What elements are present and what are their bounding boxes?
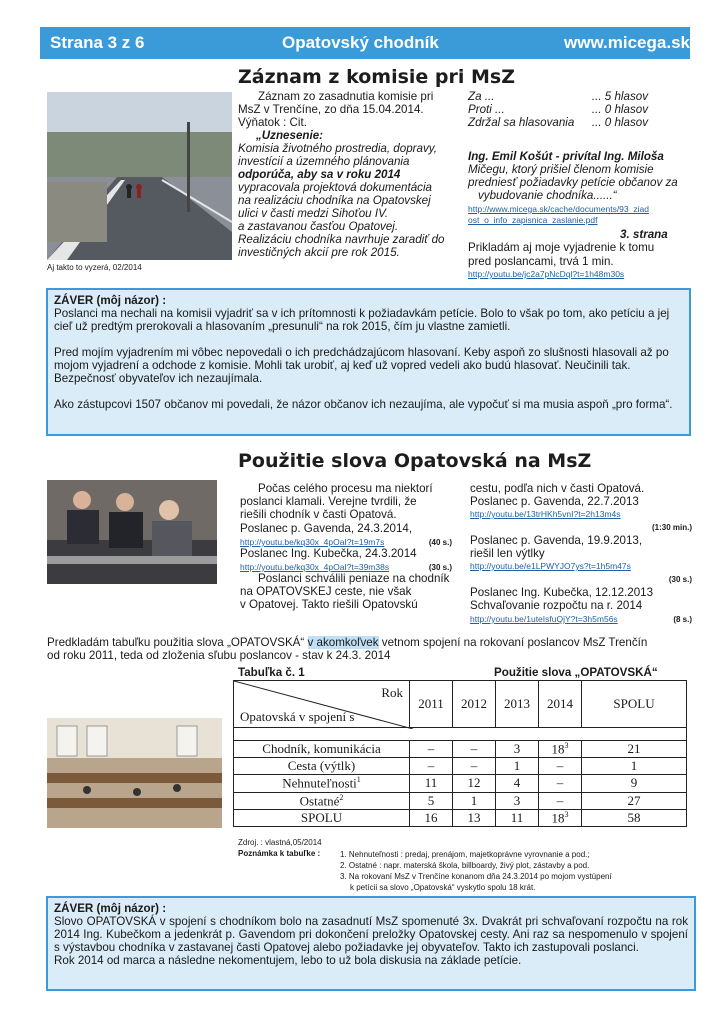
page-reference: 3. strana [620, 228, 668, 241]
attachment-line: pred poslancami, trvá 1 min. [468, 255, 614, 268]
body-line: riešili chodník v časti Opatová. [240, 508, 397, 521]
photo-caption: Aj takto to vyzerá, 02/2014 [47, 263, 142, 272]
intro-text: Predkladám tabuľku použitia slova „OPATOVSKÁ“ [47, 636, 305, 649]
video-duration: (30 s.) [428, 563, 452, 572]
resolution-label: „Uznesenie: [256, 129, 324, 142]
cell: 1 [453, 792, 496, 809]
table-title: Použitie slova „OPATOVSKÁ“ [494, 666, 658, 679]
cell: 4 [496, 775, 539, 792]
resolution-line: ulici v časti medzi Sihoťou IV. [238, 207, 389, 220]
resolution-line: investičných akcií pre rok 2015. [238, 246, 400, 259]
conclusion-title: ZÁVER (môj názor) : [54, 294, 167, 307]
header-rok: Rok [381, 685, 403, 700]
video-ref [240, 535, 462, 547]
video-link[interactable]: http://youtu.be/kq30x_4pOaI?t=19m7s [240, 537, 385, 547]
note-line: Ing. Emil Košút - privítal Ing. Miloša [468, 150, 664, 163]
row-label: Nehnuteľnosti$^1$ [234, 775, 410, 792]
cell: 58 [582, 809, 687, 826]
zapisnica-link[interactable]: http://www.micega.sk/cache/documents/93_ziad [468, 204, 649, 214]
speaker-line: Poslanec p. Gavenda, 22.7.2013 [470, 495, 639, 508]
speaker-line: Poslanec Ing. Kubečka, 12.12.2013 [470, 586, 654, 599]
speaker-line: Poslanec Ing. Kubečka, 24.3.2014 [240, 547, 417, 560]
speaker-line: Poslanec p. Gavenda, 24.3.2014, [240, 522, 413, 535]
table-row [234, 792, 687, 809]
video-link[interactable]: http://youtu.be/e1LPWYJO7ys?t=1h5m47s [470, 561, 631, 571]
resolution-line: Komisia životného prostredia, dopravy, [238, 142, 437, 155]
video-duration: (30 s.) [668, 575, 692, 584]
speaker-line: Schvaľovanie rozpočtu na r. 2014 [470, 599, 643, 612]
cell: 11 [496, 809, 539, 826]
table-label: Tabuľka č. 1 [238, 666, 305, 679]
council-photo-image [47, 480, 217, 584]
road-photo [47, 92, 232, 260]
resolution-line: na realizáciu chodníka na Opatovskej [238, 194, 431, 207]
intro-line: Záznam zo zasadnutia komisie pri [258, 90, 434, 103]
table-header-row [234, 681, 687, 728]
cell: 1 [496, 758, 539, 775]
cell: 27 [582, 792, 687, 809]
cell: 3 [496, 792, 539, 809]
table-notes [340, 849, 612, 893]
body-line: Počas celého procesu ma niektorí [258, 482, 433, 495]
table-notes-label: Poznámka k tabuľke : [238, 849, 321, 858]
intro-text: vetnom spojení na rokovaní poslancov MsZ Trenčín [381, 636, 648, 649]
youtube-link[interactable]: http://youtu.be/jc2a7pNcDql?t=1h48m30s [468, 269, 625, 279]
resolution-line: investícií a územného plánovania [238, 155, 410, 168]
cell: 5 [410, 792, 453, 809]
conclusion-title: ZÁVER (môj názor) : [54, 902, 167, 915]
cell: – [410, 758, 453, 775]
conclusion-paragraph: Poslanci ma nechali na komisii vyjadriť sa v ich prítomnosti k požiadavkám petície. Bolo to však po tom, ako petíciu a jej cieľ už predtým prerokovali a hlasovaním „presunuli“ na rok 2015, čím ju vlastne zamietli. [54, 307, 670, 333]
year-2011: 2011 [410, 681, 453, 728]
council-photo [47, 480, 217, 584]
table-total-row [234, 809, 687, 826]
note-line: predniesť požiadavky petície občanov za [468, 176, 678, 189]
vote-results [468, 90, 648, 129]
cell: 12 [453, 775, 496, 792]
resolution-text [238, 142, 460, 259]
highlighted-text: v akomkoľvek [307, 636, 379, 649]
cell: 9 [582, 775, 687, 792]
conclusion-paragraph: Ako zástupcovi 1507 občanov mi povedali, že názor občanov ich nezaujíma, ale vypočuť si ma musia aspoň „pro forma“. [54, 398, 673, 411]
intro-line: MsZ v Trenčíne, zo dňa 15.04.2014. [238, 103, 424, 116]
video-ref [470, 612, 692, 624]
speaker-line: Poslanec p. Gavenda, 19.9.2013, [470, 534, 643, 547]
video-duration: (1:30 min.) [651, 523, 692, 532]
row-label: SPOLU [234, 809, 410, 826]
table-corner-cell [234, 681, 410, 728]
resolution-line: vypracovala projektová dokumentácia [238, 181, 432, 194]
table-note: 2. Ostatné : napr. materská škola, billboardy, živý plot, zástavby a pod. [340, 861, 590, 870]
commission-note [468, 150, 693, 202]
cell: – [410, 741, 453, 758]
table-intro [47, 636, 697, 662]
cell: 16 [410, 809, 453, 826]
video-link[interactable]: http://youtu.be/kq30x_4pOaI?t=39m38s [240, 562, 390, 572]
body-line: poslanci klamali. Verejne tvrdili, že [240, 495, 417, 508]
conclusion-box-1 [46, 288, 691, 436]
cell: 3 [496, 741, 539, 758]
video-link[interactable]: http://youtu.be/13trHKh5vnI?t=2h13m4s [470, 509, 621, 519]
row-label: Ostatné$^2$ [234, 792, 410, 809]
page-number: Strana 3 z 6 [50, 33, 145, 52]
body-line: na OPATOVSKEJ ceste, nie však [240, 585, 412, 598]
cell: 1 [582, 758, 687, 775]
road-photo-image [47, 92, 232, 260]
note-line: vybudovanie chodníka......“ [478, 189, 617, 202]
table-note: 1. Nehnuteľnosti : predaj, prenájom, majetkoprávne vyrovnanie a pod.; [340, 850, 590, 859]
year-2012: 2012 [453, 681, 496, 728]
usage-table-grid [233, 680, 687, 827]
conclusion-paragraph: Rok 2014 od marca a následne nekomentujem, lebo to už bola diskusia na základe petície. [54, 954, 522, 967]
cell: – [539, 775, 582, 792]
section-heading-usage: Použitie slova Opatovská na MsZ [238, 450, 592, 472]
council-hall-photo [47, 718, 222, 828]
conclusion-paragraph: Pred mojím vyjadrením mi vôbec nepovedali o ich predchádzajúcom hlasovaní. Keby aspoň zo slušnosti hlasovali až po mojom vyjadrení a odchode z komisie. Mohli tak urobiť, aj keď už vopred vedeli ako budú hlasovať. Neučinili tak. Bezpečnosť obyvateľov ich nezaujímala. [54, 346, 669, 385]
cell: – [453, 741, 496, 758]
video-ref [240, 560, 462, 572]
year-2014: 2014 [539, 681, 582, 728]
section-heading-commission: Záznam z komisie pri MsZ [238, 66, 515, 88]
usage-table [233, 680, 687, 827]
cell: 21 [582, 741, 687, 758]
table-note: 3. Na rokovaní MsZ v Trenčíne konanom dňa 24.3.2014 po mojom vystúpení [340, 872, 612, 881]
intro-line: Výňatok : Cit. [238, 116, 307, 129]
conclusion-box-2 [46, 896, 696, 991]
usage-left-column [240, 482, 462, 611]
video-link[interactable]: http://youtu.be/1uteIsfuQjY?t=3h5m56s [470, 614, 618, 624]
table-row [234, 758, 687, 775]
resolution-line: a zastavanou časťou Opatovej. [238, 220, 399, 233]
cell: – [539, 792, 582, 809]
cell: 13 [453, 809, 496, 826]
resolution-line: odporúča, aby sa v roku 2014 [238, 168, 401, 181]
year-2013: 2013 [496, 681, 539, 728]
attachment-line: Prikladám aj moje vyjadrenie k tomu [468, 241, 655, 254]
speaker-line: riešil len výtlky [470, 547, 545, 560]
table-note: k petícii sa slovo „Opatovská“ vyskytlo spolu 18 krát. [350, 883, 536, 892]
cell: – [539, 758, 582, 775]
cell: $18^3$ [539, 741, 582, 758]
body-line: Poslanci schválili peniaze na chodník [258, 572, 450, 585]
video-duration: (8 s.) [673, 615, 692, 624]
zapisnica-link-cont[interactable]: ost_o_info_zapisnica_zaslanie.pdf [468, 215, 598, 225]
cell: – [453, 758, 496, 775]
row-label: Cesta (výtlk) [234, 758, 410, 775]
total-header: SPOLU [582, 681, 687, 728]
vote-row: Zdržal sa hlasovania ... 0 hlasov [468, 116, 648, 129]
body-line: v Opatovej. Takto riešili Opatovskú [240, 598, 418, 611]
page-header [40, 27, 690, 59]
body-line: cestu, podľa nich v časti Opatová. [470, 482, 645, 495]
commission-record [238, 90, 460, 259]
table-row [234, 741, 687, 758]
header-row-label: Opatovská v spojení s [240, 709, 355, 724]
note-line: Mičegu, ktorý prišiel členom komisie [468, 163, 654, 176]
video-duration: (40 s.) [428, 538, 452, 547]
vote-row: Proti ... ... 0 hlasov [468, 103, 648, 116]
council-hall-image [47, 718, 222, 828]
table-row [234, 775, 687, 792]
cell: 11 [410, 775, 453, 792]
usage-right-column [470, 482, 692, 624]
vote-row: Za ... ... 5 hlasov [468, 90, 648, 103]
table-source: Zdroj. : vlastná,05/2014 [238, 838, 322, 847]
intro-text: od roku 2011, teda od zloženia sľubu poslancov - stav k 24.3. 2014 [47, 649, 391, 662]
website-link[interactable]: www.micega.sk [564, 33, 690, 52]
conclusion-paragraph: Slovo OPATOVSKÁ v spojení s chodníkom bolo na zasadnutí MsZ spomenuté 3x. Dvakrát pri schvaľovaní rozpočtu na rok 2014 Ing. Kubečkom a jedenkrát p. Gavendom pri dokončení preložky Opatovskej cesty. Ani raz sa nespomenulo v spojení s výstavbou chodníka v zastavanej časti Opatovej alebo požiadavke jej obyvateľov. Takto ich zastupovali poslanci. [54, 915, 688, 954]
cell: $18^3$ [539, 809, 582, 826]
resolution-line: Realizáciu chodníka navrhuje zaradiť do [238, 233, 445, 246]
row-label: Chodník, komunikácia [234, 741, 410, 758]
newsletter-title: Opatovský chodník [282, 33, 439, 52]
